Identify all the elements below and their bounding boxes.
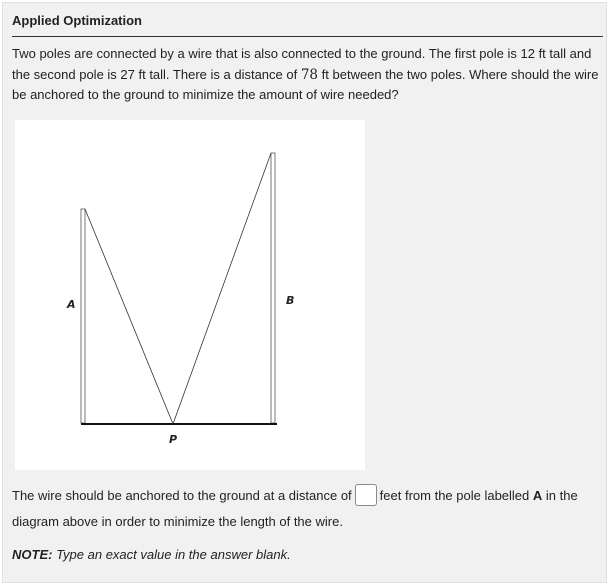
problem-statement <box>12 44 602 106</box>
answer-text-before: The wire should be anchored to the ground at a distance of <box>12 488 352 503</box>
question-title: Applied Optimization <box>12 13 142 28</box>
poles-diagram <box>15 120 365 470</box>
answer-input[interactable] <box>355 484 377 506</box>
label-b: B <box>286 294 295 307</box>
answer-sentence <box>12 483 604 535</box>
problem-text-part1: Two poles are connected by a wire that is also connected to the ground. The first pole is 12 ft tall and the second pole is 27 ft tall. There is a distance of <box>12 46 592 82</box>
pole-a <box>81 209 85 423</box>
title-divider <box>12 36 603 37</box>
answer-text-after2: in the diagram above in order to minimize the length of the wire. <box>12 488 578 529</box>
problem-text-part2: ft between the two poles. Where should the wire be anchored to the ground to minimize the amount of wire needed? <box>12 66 599 102</box>
answer-pole-label: A <box>532 488 543 503</box>
label-a: A <box>67 298 76 311</box>
note-text: Type an exact value in the answer blank. <box>56 547 291 562</box>
pole-b <box>271 153 275 423</box>
answer-text-after1: feet from the pole labelled <box>379 488 530 503</box>
poles-diagram-svg <box>15 120 365 470</box>
note-label: NOTE: <box>12 547 53 562</box>
wire-segment-b <box>173 153 271 424</box>
question-panel <box>2 2 607 583</box>
label-p: P <box>169 433 178 446</box>
distance-value: 78 <box>300 66 319 83</box>
note <box>12 547 291 562</box>
wire-segment-a <box>85 209 173 424</box>
